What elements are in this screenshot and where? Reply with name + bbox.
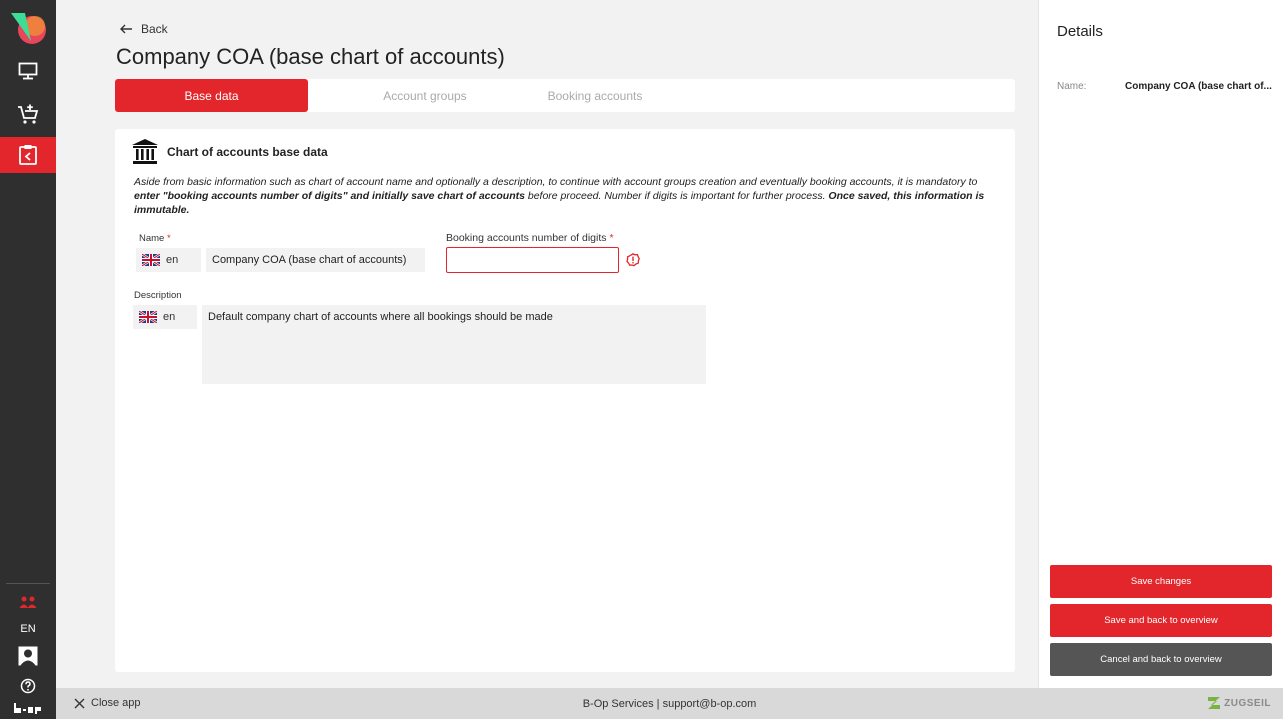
- save-and-back-button[interactable]: Save and back to overview: [1050, 604, 1272, 637]
- tab-booking-accounts[interactable]: Booking accounts: [547, 88, 643, 103]
- digits-label: Booking accounts number of digits *: [446, 232, 614, 244]
- footer-support-text: B-Op Services | support@b-op.com: [582, 698, 757, 710]
- section-title: Chart of accounts base data: [167, 145, 328, 159]
- arrow-left-icon: [120, 24, 133, 34]
- footer-bar: [56, 688, 1283, 719]
- name-label: Name *: [139, 233, 171, 244]
- digits-input[interactable]: [446, 247, 619, 273]
- page-title: Company COA (base chart of accounts): [116, 44, 505, 69]
- cart-add-icon: [17, 104, 39, 126]
- uk-flag-icon: [142, 254, 160, 266]
- bank-icon: [131, 138, 159, 166]
- description-language-select[interactable]: [133, 305, 197, 329]
- zugseil-logo: [1207, 696, 1271, 710]
- nav-help[interactable]: [0, 674, 56, 698]
- description-textarea[interactable]: Default company chart of accounts where all bookings should be made: [202, 305, 706, 384]
- monitor-icon: [18, 62, 38, 80]
- rail-separator: [6, 583, 50, 584]
- left-rail: [0, 0, 56, 719]
- clipboard-back-icon: [18, 144, 38, 166]
- description-label: Description: [134, 290, 182, 301]
- zugseil-brand-text: ZUGSEIL: [1224, 697, 1271, 709]
- name-language-select[interactable]: [136, 248, 201, 272]
- details-panel: [1038, 0, 1283, 688]
- name-input[interactable]: Company COA (base chart of accounts): [206, 248, 425, 272]
- error-icon: [626, 253, 640, 272]
- nav-accounting[interactable]: [0, 137, 56, 173]
- zugseil-mark-icon: [1207, 696, 1221, 710]
- team-icon: [19, 595, 37, 609]
- nav-profile[interactable]: [0, 640, 56, 672]
- language-switch[interactable]: EN: [20, 623, 36, 635]
- help-icon: [20, 678, 36, 694]
- uk-flag-icon: [139, 311, 157, 323]
- section-header: [131, 138, 328, 166]
- nav-cart[interactable]: [0, 97, 56, 133]
- back-label: Back: [141, 22, 168, 36]
- app-logo-icon: [9, 11, 47, 47]
- back-link[interactable]: [120, 22, 168, 36]
- tab-account-groups[interactable]: Account groups: [383, 88, 467, 103]
- base-data-card: [115, 129, 1015, 672]
- save-changes-button[interactable]: Save changes: [1050, 565, 1272, 598]
- close-app-label: Close app: [91, 697, 141, 709]
- nav-team[interactable]: [0, 587, 56, 617]
- close-app-button[interactable]: [74, 697, 141, 709]
- tab-bar: [115, 79, 1015, 112]
- name-language-code: en: [166, 254, 179, 266]
- close-icon: [74, 698, 85, 709]
- bop-logo-icon: [0, 698, 56, 718]
- info-text: Aside from basic information such as chart of account name and optionally a description, to continue with account groups creation and eventually booking accounts, it is mandatory to enter "booking accounts number of digits" and initially save chart of accounts before proceed. Number if digits is important for further process. Once saved, this information is immutable.: [134, 176, 985, 216]
- description-language-code: en: [163, 311, 176, 323]
- details-name-label: Name:: [1057, 81, 1087, 92]
- tab-base-data[interactable]: Base data: [115, 79, 308, 112]
- details-name-value: Company COA (base chart of...: [1125, 81, 1272, 92]
- cancel-and-back-button[interactable]: Cancel and back to overview: [1050, 643, 1272, 676]
- nav-monitor[interactable]: [0, 53, 56, 89]
- user-avatar-icon: [18, 646, 38, 666]
- details-title: Details: [1057, 23, 1103, 40]
